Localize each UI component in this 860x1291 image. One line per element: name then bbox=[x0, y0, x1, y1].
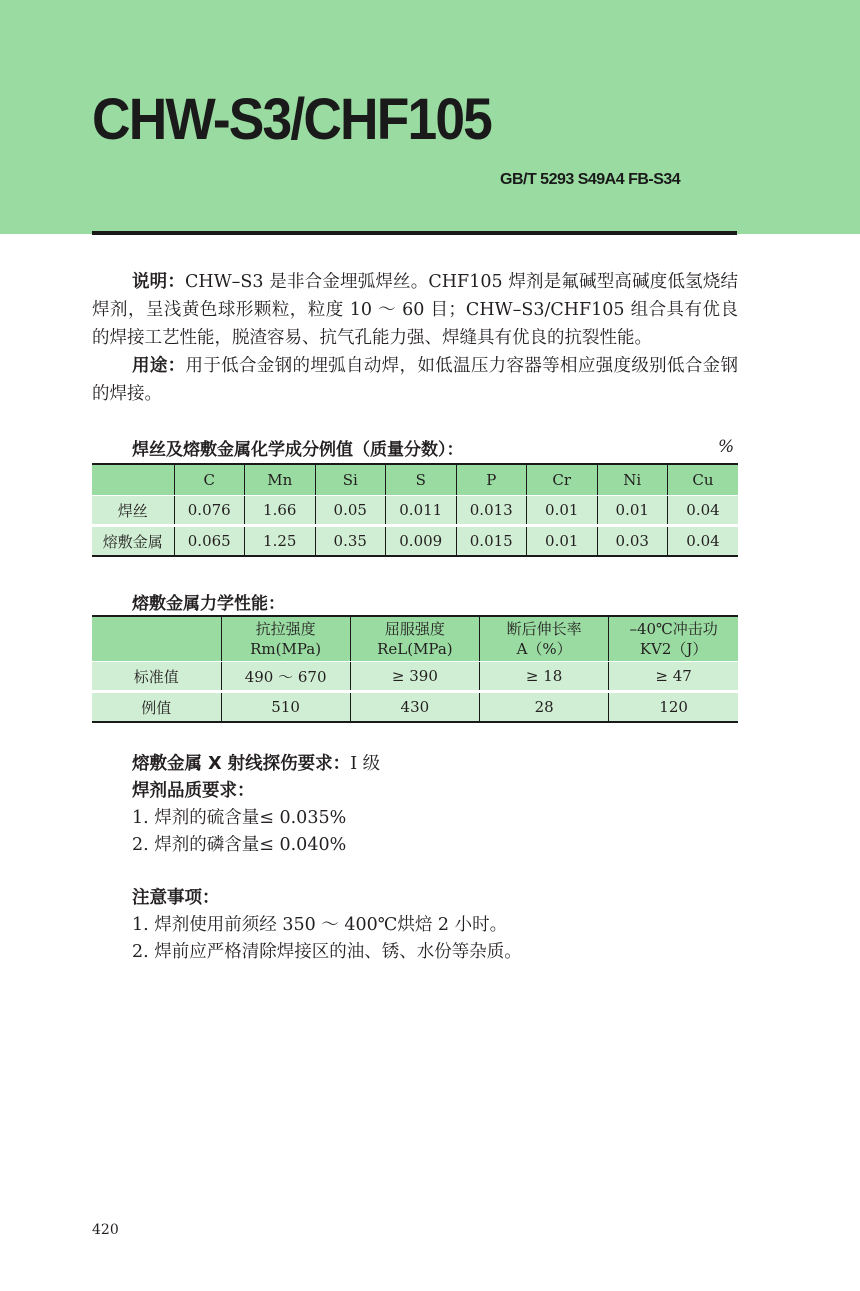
explain-text: CHW–S3 是非合金埋弧焊丝。CHF105 焊剂是氟碱型高碱度低氢烧结焊剂，呈浅黄色球形颗粒，粒度 10 ～ 60 目；CHW–S3/CHF105 组合具有优良的焊接工艺性能，脱渣容易、抗气孔能力强、焊缝具有优良的抗裂性能。 bbox=[92, 272, 738, 348]
explain-paragraph bbox=[92, 268, 738, 352]
chemistry-col-header: P bbox=[456, 464, 527, 496]
table-row bbox=[92, 526, 738, 557]
table-cell: 0.065 bbox=[174, 526, 245, 557]
page-number: 420 bbox=[92, 1222, 119, 1238]
chemistry-col-header: C bbox=[174, 464, 245, 496]
explain-label: 说明： bbox=[132, 272, 186, 292]
chemistry-col-header: Cr bbox=[527, 464, 598, 496]
standard-code: GB/T 5293 S49A4 FB-S34 bbox=[500, 171, 681, 188]
table-cell: 0.01 bbox=[527, 496, 598, 526]
table-cell: 1.25 bbox=[245, 526, 316, 557]
table-cell: 0.013 bbox=[456, 496, 527, 526]
mechanical-col-header bbox=[221, 616, 350, 662]
table-cell: ≥ 18 bbox=[480, 662, 609, 692]
table-cell: 120 bbox=[609, 692, 738, 723]
chemistry-unit: % bbox=[718, 437, 735, 457]
table-cell: 1.66 bbox=[245, 496, 316, 526]
chemistry-col-header bbox=[92, 464, 174, 496]
list-item: 2. 焊剂的磷含量≤ 0.040% bbox=[132, 835, 347, 855]
chemistry-col-header: Ni bbox=[597, 464, 668, 496]
use-label: 用途： bbox=[132, 356, 186, 376]
table-cell: 0.04 bbox=[668, 526, 739, 557]
table-cell: 28 bbox=[480, 692, 609, 723]
row-label: 熔敷金属 bbox=[92, 526, 174, 557]
mechanical-col-header bbox=[480, 616, 609, 662]
xray-value: I 级 bbox=[350, 754, 381, 774]
list-item: 1. 焊剂使用前须经 350 ～ 400℃烘焙 2 小时。 bbox=[132, 915, 508, 935]
header-line: –40℃冲击功 bbox=[629, 620, 718, 638]
table-cell: 0.04 bbox=[668, 496, 739, 526]
product-title: CHW-S3/CHF105 bbox=[92, 87, 492, 152]
list-item: 2. 焊前应严格清除焊接区的油、锈、水份等杂质。 bbox=[132, 942, 522, 962]
table-cell: ≥ 47 bbox=[609, 662, 738, 692]
table-cell: 0.011 bbox=[386, 496, 457, 526]
table-cell: 0.01 bbox=[527, 526, 598, 557]
chemistry-col-header: Cu bbox=[668, 464, 739, 496]
row-label: 焊丝 bbox=[92, 496, 174, 526]
use-text: 用于低合金钢的埋弧自动焊，如低温压力容器等相应强度级别低合金钢的焊接。 bbox=[92, 356, 738, 404]
row-label: 例值 bbox=[92, 692, 221, 723]
chemistry-title: 焊丝及熔敷金属化学成分例值（质量分数）： bbox=[132, 440, 464, 460]
chemistry-col-header: S bbox=[386, 464, 457, 496]
table-cell: 430 bbox=[350, 692, 479, 723]
table-row bbox=[92, 496, 738, 526]
header-line: 抗拉强度 bbox=[255, 620, 316, 638]
notes bbox=[132, 885, 732, 966]
table-cell: 0.01 bbox=[597, 496, 668, 526]
mechanical-table bbox=[92, 615, 738, 723]
table-cell: 0.076 bbox=[174, 496, 245, 526]
table-row bbox=[92, 692, 738, 723]
table-cell: 510 bbox=[221, 692, 350, 723]
table-cell: 0.009 bbox=[386, 526, 457, 557]
mechanical-col-header bbox=[92, 616, 221, 662]
table-row bbox=[92, 662, 738, 692]
table-cell: 0.03 bbox=[597, 526, 668, 557]
header-line: KV2（J） bbox=[639, 640, 708, 658]
chemistry-col-header: Mn bbox=[245, 464, 316, 496]
header-line: 屈服强度 bbox=[384, 620, 445, 638]
notes-label: 注意事项： bbox=[132, 888, 220, 908]
row-label: 标准值 bbox=[92, 662, 221, 692]
header-line: A（%） bbox=[516, 640, 572, 658]
header-line: Rm(MPa) bbox=[250, 640, 322, 658]
header-line: 断后伸长率 bbox=[506, 620, 582, 638]
header-rule bbox=[92, 231, 737, 235]
table-cell: 0.35 bbox=[315, 526, 386, 557]
list-item: 1. 焊剂的硫含量≤ 0.035% bbox=[132, 808, 347, 828]
xray-line bbox=[132, 751, 732, 778]
mechanical-header-row bbox=[92, 616, 738, 662]
chemistry-col-header: Si bbox=[315, 464, 386, 496]
use-paragraph bbox=[92, 352, 738, 408]
requirements bbox=[132, 751, 732, 859]
header-line: ReL(MPa) bbox=[377, 640, 453, 658]
xray-label: 熔敷金属 X 射线探伤要求： bbox=[132, 754, 351, 774]
table-cell: ≥ 390 bbox=[350, 662, 479, 692]
chemistry-table bbox=[92, 463, 738, 557]
chemistry-header-row bbox=[92, 464, 738, 496]
mechanical-col-header bbox=[350, 616, 479, 662]
table-cell: 490 ～ 670 bbox=[221, 662, 350, 692]
description bbox=[92, 268, 738, 408]
mechanical-col-header bbox=[609, 616, 738, 662]
table-cell: 0.05 bbox=[315, 496, 386, 526]
mechanical-title: 熔敷金属力学性能： bbox=[132, 594, 285, 614]
flux-label: 焊剂品质要求： bbox=[132, 781, 255, 801]
table-cell: 0.015 bbox=[456, 526, 527, 557]
